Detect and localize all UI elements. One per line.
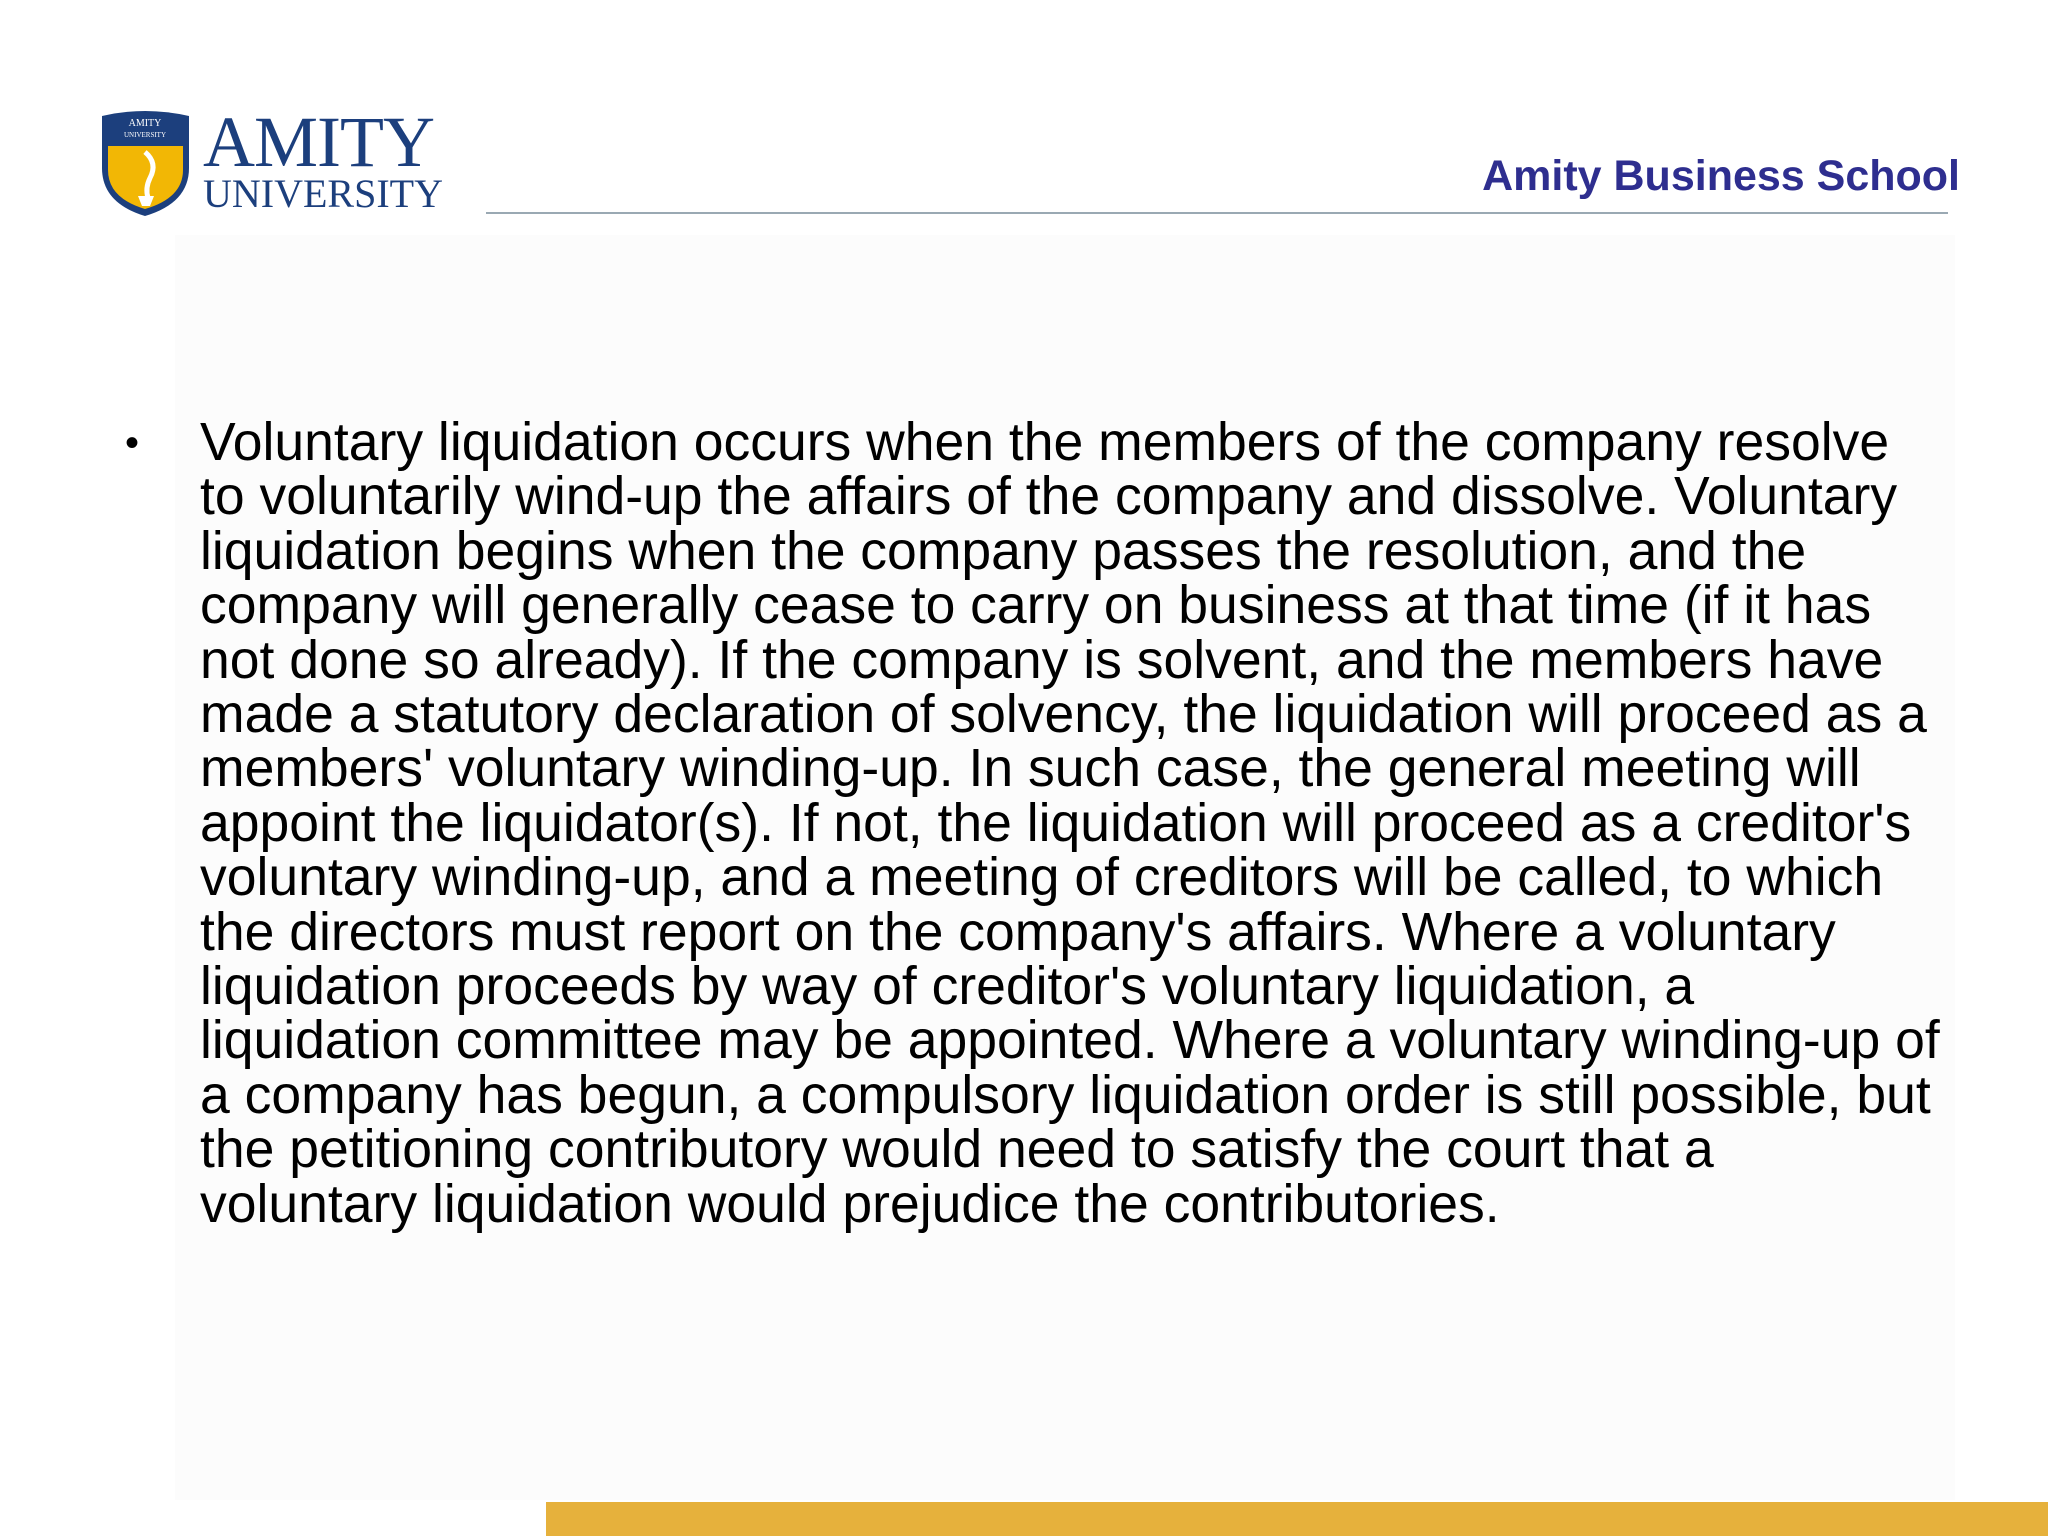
header-divider (486, 212, 1948, 214)
footer-accent-bar (546, 1502, 2048, 1536)
logo-word: AMITY (203, 102, 434, 182)
bullet-marker: • (125, 421, 140, 465)
bullet-text: Voluntary liquidation occurs when the members of the company resolve to voluntarily wind-up the affairs of the company and dissolve. Voluntary liquidation begins when the company passes the resolution, and the company will generally cease to carry on business at that time (if it has not done so already). If the company is solvent, and the members have made a statutory declaration of solvency, the liquidation will proceed as a members' voluntary winding-up. In such case, the general meeting will appoint the liquidator(s). If not, the liquidation will proceed as a creditor's voluntary winding-up, and a meeting of creditors will be called, to which the directors must report on the company's affairs. Where a voluntary liquidation proceeds by way of creditor's voluntary liquidation, a liquidation committee may be appointed. Where a voluntary winding-up of a company has begun, a compulsory liquidation order is still possible, but the petitioning contributory would need to satisfy the court that a voluntary liquidation would prejudice the contributories. (200, 413, 1940, 1234)
bullet-item (120, 413, 1940, 1234)
shield-subword: UNIVERSITY (124, 131, 166, 139)
amity-logo (98, 102, 443, 218)
school-name: Amity Business School (1482, 152, 1960, 200)
shield-word: AMITY (128, 118, 162, 129)
amity-shield-icon (98, 108, 193, 220)
slide-body (120, 413, 1940, 1234)
logo-subtitle: UNIVERSITY (203, 171, 443, 216)
